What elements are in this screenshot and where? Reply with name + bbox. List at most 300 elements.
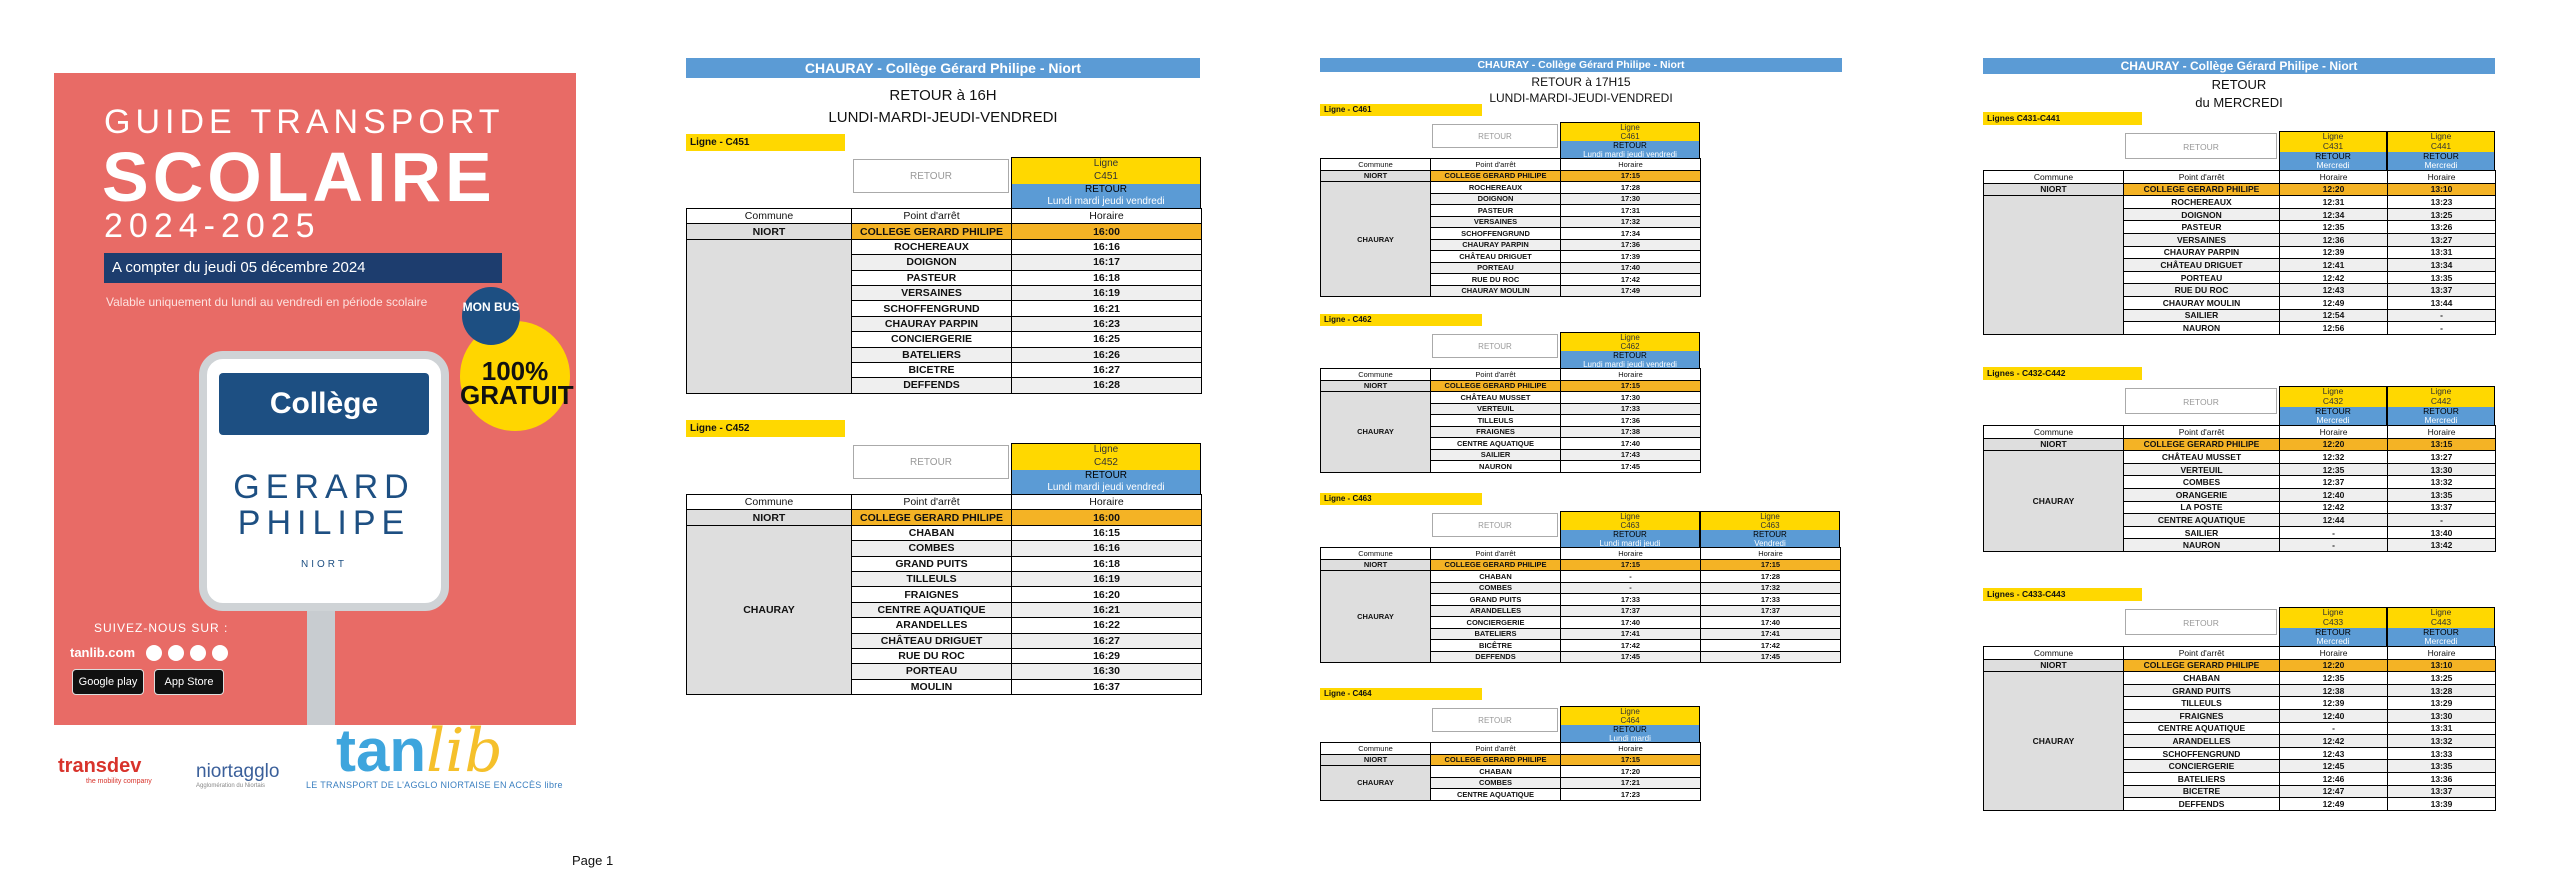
line-header-C431 (2279, 131, 2387, 172)
stop-name: CHÂTEAU MUSSET (1431, 392, 1561, 404)
line-label: Ligne - C452 (686, 420, 845, 437)
table-header-row (1984, 171, 2496, 184)
stop-name: CHABAN (2124, 672, 2280, 685)
line-days: Mercredi (2388, 637, 2494, 647)
departure-time: 13:30 (2388, 463, 2496, 476)
departure-time: 17:41 (1561, 628, 1701, 640)
stop-name: COMBES (1431, 582, 1561, 594)
stop-name: CONCIERGERIE (2124, 760, 2280, 773)
stop-name: SAILIER (2124, 526, 2280, 539)
stop-name: BATELIERS (1431, 628, 1561, 640)
column-header: Point d'arrêt (1431, 159, 1561, 171)
departure-time: 13:10 (2388, 183, 2496, 196)
stop-name: ORANGERIE (2124, 488, 2280, 501)
departure-time: 16:19 (1012, 285, 1202, 300)
commune-cell: NIORT (687, 224, 852, 239)
column-header: Horaire (1012, 495, 1202, 510)
stop-name: CENTRE AQUATIQUE (852, 602, 1012, 617)
commune-cell: NIORT (1984, 438, 2124, 451)
stop-name: FRAIGNES (1431, 426, 1561, 438)
departure-time: 17:30 (1561, 193, 1701, 205)
column-header: Point d'arrêt (2124, 426, 2280, 439)
table-header-row (1321, 548, 1841, 560)
departure-time: 13:26 (2388, 221, 2496, 234)
sign-name-first: GERARD (233, 468, 415, 506)
stop-name: CHÂTEAU DRIGUET (1431, 251, 1561, 263)
page-title2: LUNDI-MARDI-JEUDI-VENDREDI (828, 109, 1058, 126)
sign-name-last: PHILIPE (237, 504, 411, 542)
departure-time: 17:33 (1561, 403, 1701, 415)
departure-time: 13:28 (2388, 684, 2496, 697)
departure-time: 13:37 (2388, 501, 2496, 514)
retour-box: RETOUR (1432, 513, 1558, 537)
table-row (1321, 182, 1701, 194)
line-retour: RETOUR (1701, 530, 1839, 539)
stop-name: CONCIERGERIE (852, 332, 1012, 347)
stop-name: COLLEGE GERARD PHILIPE (2124, 438, 2280, 451)
column-header: Horaire (2280, 426, 2388, 439)
stop-name: TILLEULS (1431, 415, 1561, 427)
stop-name: COLLEGE GERARD PHILIPE (1431, 559, 1561, 571)
departure-time: 12:44 (2280, 514, 2388, 527)
departure-time: 13:37 (2388, 284, 2496, 297)
start-date-banner: A compter du jeudi 05 décembre 2024 (104, 253, 502, 283)
departure-time: 16:00 (1012, 224, 1202, 239)
departure-time: 12:34 (2280, 208, 2388, 221)
departure-time: 12:45 (2280, 760, 2388, 773)
column-header: Point d'arrêt (852, 495, 1012, 510)
retour-box: RETOUR (2125, 609, 2277, 635)
stop-name: ARANDELLES (2124, 735, 2280, 748)
line-code: C464 (1561, 716, 1699, 725)
stop-name: GRAND PUITS (852, 556, 1012, 571)
departure-time: 17:42 (1561, 274, 1701, 286)
column-header: Horaire (2280, 171, 2388, 184)
stop-name: NAURON (2124, 322, 2280, 335)
retour-box: RETOUR (2125, 133, 2277, 159)
stop-name: CHABAN (1431, 766, 1561, 778)
commune-cell: CHAURAY (1321, 182, 1431, 297)
page-title2: LUNDI-MARDI-JEUDI-VENDREDI (1489, 91, 1673, 105)
line-retour: RETOUR (2388, 152, 2494, 162)
stop-name: COMBES (852, 541, 1012, 556)
stop-name: ROCHEREAUX (1431, 182, 1561, 194)
badge-main: 100% GRATUIT (460, 356, 574, 410)
stop-name: VERSAINES (2124, 233, 2280, 246)
departure-time: 13:10 (2388, 659, 2496, 672)
column-header: Commune (1321, 159, 1431, 171)
departure-time: 13:35 (2388, 760, 2496, 773)
departure-time: 13:25 (2388, 672, 2496, 685)
stop-name: ARANDELLES (1431, 605, 1561, 617)
line-days: Vendredi (1701, 539, 1839, 548)
timetable-table (686, 494, 1202, 695)
departure-time: 17:28 (1561, 182, 1701, 194)
departure-time: 13:35 (2388, 271, 2496, 284)
line-word: Ligne (1701, 512, 1839, 521)
table-row (1321, 380, 1701, 392)
column-header: Horaire (2388, 426, 2496, 439)
column-header: Horaire (2388, 171, 2496, 184)
stop-name: CHABAN (852, 525, 1012, 540)
departure-time: 16:29 (1012, 648, 1202, 663)
departure-time: 12:35 (2280, 463, 2388, 476)
departure-time: 17:31 (1561, 205, 1701, 217)
commune-cell: CHAURAY (1321, 571, 1431, 663)
departure-time: 12:56 (2280, 322, 2388, 335)
table-header-row (687, 495, 1202, 510)
departure-time: 17:40 (1561, 438, 1701, 450)
stop-name: COLLEGE GERARD PHILIPE (852, 224, 1012, 239)
line-word: Ligne (2280, 132, 2386, 142)
departure-time: 16:00 (1012, 510, 1202, 525)
sign-school-name (207, 469, 441, 541)
line-word: Ligne (1561, 707, 1699, 716)
column-header: Horaire (2280, 647, 2388, 660)
departure-time: 17:34 (1561, 228, 1701, 240)
departure-time: 17:36 (1561, 415, 1701, 427)
stop-name: BATELIERS (852, 347, 1012, 362)
departure-time: 12:38 (2280, 684, 2388, 697)
departure-time: 17:15 (1561, 754, 1701, 766)
departure-time: 17:40 (1561, 617, 1701, 629)
line-header-C462 (1560, 332, 1700, 370)
departure-time: 16:16 (1012, 239, 1202, 254)
departure-time: 17:42 (1701, 640, 1841, 652)
departure-time: 12:31 (2280, 196, 2388, 209)
departure-time: 13:23 (2388, 196, 2496, 209)
cover-title-line2: SCOLAIRE (102, 138, 496, 216)
stop-name: CHAURAY MOULIN (2124, 296, 2280, 309)
stop-name: CHÂTEAU DRIGUET (852, 633, 1012, 648)
commune-cell: NIORT (687, 510, 852, 525)
website-link[interactable]: tanlib.com (70, 645, 136, 660)
column-header: Commune (687, 209, 852, 224)
departure-time: 17:49 (1561, 285, 1701, 297)
stop-name: GRAND PUITS (2124, 684, 2280, 697)
stop-name: BICETRE (852, 362, 1012, 377)
line-code: C451 (1012, 171, 1200, 184)
line-retour: RETOUR (2280, 407, 2386, 417)
line-word: Ligne (2388, 608, 2494, 618)
departure-time: 13:29 (2388, 697, 2496, 710)
stop-name: DOIGNON (2124, 208, 2280, 221)
page-title1: RETOUR (2211, 77, 2267, 92)
table-header-row (687, 209, 1202, 224)
follow-us-label: SUIVEZ-NOUS SUR : (94, 621, 229, 635)
departure-time: 13:31 (2388, 722, 2496, 735)
table-row (1321, 754, 1701, 766)
departure-time: 12:42 (2280, 735, 2388, 748)
departure-time: 17:20 (1561, 766, 1701, 778)
stop-name: COLLEGE GERARD PHILIPE (2124, 183, 2280, 196)
table-row (1984, 451, 2496, 464)
retour-box: RETOUR (1432, 334, 1558, 358)
departure-time: 17:28 (1701, 571, 1841, 583)
line-days: Lundi mardi jeudi (1561, 539, 1699, 548)
line-word: Ligne (2388, 132, 2494, 142)
departure-time: 13:27 (2388, 233, 2496, 246)
stop-name: PASTEUR (2124, 221, 2280, 234)
stop-name: SCHOFFENGRUND (2124, 747, 2280, 760)
line-label: Ligne - C464 (1320, 688, 1482, 700)
line-word: Ligne (1561, 512, 1699, 521)
table-row (1321, 559, 1841, 571)
column-header: Horaire (1701, 548, 1841, 560)
stop-name: FRAIGNES (852, 587, 1012, 602)
app-store-button[interactable]: App Store (154, 669, 224, 695)
sign-header: Collège (219, 373, 429, 435)
departure-time: 17:39 (1561, 251, 1701, 263)
departure-time: 13:39 (2388, 798, 2496, 811)
line-word: Ligne (2280, 387, 2386, 397)
line-days: Mercredi (2280, 637, 2386, 647)
departure-time: 17:15 (1561, 380, 1701, 392)
departure-time: 12:35 (2280, 672, 2388, 685)
column-header: Commune (1984, 171, 2124, 184)
timetable-page-2 (1320, 58, 1842, 838)
column-header: Horaire (1012, 209, 1202, 224)
departure-time: 12:32 (2280, 451, 2388, 464)
stop-name: CONCIERGERIE (1431, 617, 1561, 629)
departure-time: 13:30 (2388, 709, 2496, 722)
sign-city: NIORT (301, 559, 347, 570)
stop-name: SCHOFFENGRUND (1431, 228, 1561, 240)
stop-name: CHAURAY MOULIN (1431, 285, 1561, 297)
cover-title-line3: 2024-2025 (104, 207, 321, 245)
departure-time: 17:30 (1561, 392, 1701, 404)
column-header: Commune (1984, 426, 2124, 439)
departure-time: 12:40 (2280, 709, 2388, 722)
stop-name: BICÊTRE (1431, 640, 1561, 652)
departure-time: 17:15 (1561, 559, 1701, 571)
line-retour: RETOUR (1012, 184, 1200, 197)
timetable-table (1983, 425, 2496, 552)
stop-name: BICETRE (2124, 785, 2280, 798)
stop-name: DEFFENDS (852, 378, 1012, 393)
line-code: C431 (2280, 142, 2386, 152)
line-code: C462 (1561, 342, 1699, 351)
line-word: Ligne (1012, 158, 1200, 171)
stop-name: VERTEUIL (1431, 403, 1561, 415)
line-retour: RETOUR (2280, 628, 2386, 638)
retour-box: RETOUR (1432, 708, 1558, 732)
x-icon[interactable] (190, 645, 206, 661)
departure-time: 17:41 (1701, 628, 1841, 640)
google-play-button[interactable]: Google play (72, 669, 144, 695)
line-days: Mercredi (2280, 161, 2386, 171)
line-header-C451 (1011, 157, 1201, 210)
commune-cell: CHAURAY (1984, 672, 2124, 811)
table-header-row (1321, 159, 1701, 171)
departure-time: - (2280, 539, 2388, 552)
stop-name: PORTEAU (1431, 262, 1561, 274)
line-header-C432 (2279, 386, 2387, 427)
departure-time: 12:36 (2280, 233, 2388, 246)
stop-name: VERSAINES (852, 285, 1012, 300)
commune-cell: CHAURAY (1321, 392, 1431, 473)
table-row (1321, 766, 1701, 778)
line-days: Lundi mardi jeudi vendredi (1561, 360, 1699, 369)
table-row (1984, 438, 2496, 451)
page-number: Page 1 (572, 853, 614, 868)
line-code: C463 (1561, 521, 1699, 530)
commune-cell: CHAURAY (1984, 451, 2124, 552)
column-header: Point d'arrêt (1431, 369, 1561, 381)
line-retour: RETOUR (1561, 725, 1699, 734)
table-row (687, 510, 1202, 525)
departure-time: 12:20 (2280, 659, 2388, 672)
departure-time: - (2388, 514, 2496, 527)
stop-name: CENTRE AQUATIQUE (1431, 438, 1561, 450)
bus-stop-sign (199, 351, 449, 611)
departure-time: 17:45 (1561, 461, 1701, 473)
stop-name: CHAURAY PARPIN (1431, 239, 1561, 251)
departure-time: 16:16 (1012, 541, 1202, 556)
column-header: Commune (1321, 548, 1431, 560)
timetable-page-1 (686, 58, 1200, 838)
commune-cell (687, 239, 852, 393)
line-days: Mercredi (2388, 416, 2494, 426)
departure-time: - (2388, 322, 2496, 335)
column-header: Horaire (1561, 159, 1701, 171)
commune-cell: NIORT (1321, 559, 1431, 571)
stop-name: COLLEGE GERARD PHILIPE (852, 510, 1012, 525)
stop-name: COLLEGE GERARD PHILIPE (1431, 170, 1561, 182)
departure-time: 12:43 (2280, 747, 2388, 760)
stop-name: COMBES (1431, 777, 1561, 789)
departure-time: 13:42 (2388, 539, 2496, 552)
table-row (1321, 392, 1701, 404)
stop-name: PORTEAU (852, 664, 1012, 679)
departure-time: 13:40 (2388, 526, 2496, 539)
page-title1: RETOUR à 16H (889, 87, 997, 104)
line-header-C463 (1700, 511, 1840, 549)
stop-name: SCHOFFENGRUND (852, 301, 1012, 316)
departure-time: 13:25 (2388, 208, 2496, 221)
niortagglo-wordmark: niortagglo (196, 761, 280, 782)
departure-time: 12:40 (2280, 488, 2388, 501)
departure-time: 16:25 (1012, 332, 1202, 347)
departure-time: 17:45 (1701, 651, 1841, 663)
stop-name: COLLEGE GERARD PHILIPE (1431, 380, 1561, 392)
line-retour: RETOUR (1012, 470, 1200, 483)
departure-time: 17:15 (1561, 170, 1701, 182)
departure-time: 17:36 (1561, 239, 1701, 251)
table-header-row (1984, 426, 2496, 439)
line-header-C442 (2387, 386, 2495, 427)
page-banner: CHAURAY - Collège Gérard Philipe - Niort (686, 58, 1200, 78)
column-header: Horaire (1561, 369, 1701, 381)
departure-time: 13:32 (2388, 735, 2496, 748)
table-row (1984, 672, 2496, 685)
timetable-table (1983, 646, 2496, 811)
departure-time: 12:37 (2280, 476, 2388, 489)
line-retour: RETOUR (2280, 152, 2386, 162)
stop-name: CHAURAY PARPIN (2124, 246, 2280, 259)
page-title2: du MERCREDI (2195, 95, 2283, 110)
instagram-icon[interactable] (168, 645, 184, 661)
line-word: Ligne (1561, 333, 1699, 342)
departure-time: 12:49 (2280, 296, 2388, 309)
table-header-row (1321, 743, 1701, 755)
timetable-page-3 (1983, 58, 2495, 838)
stop-name: MOULIN (852, 679, 1012, 694)
departure-time: 16:19 (1012, 571, 1202, 586)
line-code: C443 (2388, 618, 2494, 628)
stop-name: ARANDELLES (852, 618, 1012, 633)
niortagglo-logo (196, 761, 279, 789)
departure-time: 12:39 (2280, 246, 2388, 259)
line-retour: RETOUR (2388, 628, 2494, 638)
departure-time: 13:36 (2388, 772, 2496, 785)
departure-time: 12:35 (2280, 221, 2388, 234)
departure-time: - (2388, 309, 2496, 322)
stop-name: DEFFENDS (2124, 798, 2280, 811)
line-code: C441 (2388, 142, 2494, 152)
line-header-C463 (1560, 511, 1700, 549)
stop-name: PASTEUR (1431, 205, 1561, 217)
line-retour: RETOUR (1561, 351, 1699, 360)
table-row (687, 239, 1202, 254)
departure-time: 13:34 (2388, 259, 2496, 272)
departure-time: 16:20 (1012, 587, 1202, 602)
column-header: Point d'arrêt (1431, 743, 1561, 755)
line-word: Ligne (2388, 387, 2494, 397)
stop-name: COMBES (2124, 476, 2280, 489)
stop-name: CENTRE AQUATIQUE (2124, 514, 2280, 527)
stop-name: TILLEULS (2124, 697, 2280, 710)
commune-cell: CHAURAY (687, 525, 852, 694)
departure-time: 13:15 (2388, 438, 2496, 451)
departure-time: 13:32 (2388, 476, 2496, 489)
stop-name: DOIGNON (1431, 193, 1561, 205)
commune-cell: CHAURAY (1321, 766, 1431, 801)
transdev-wordmark: transdev (58, 755, 142, 777)
departure-time: - (1561, 571, 1701, 583)
line-code: C433 (2280, 618, 2386, 628)
departure-time: 13:44 (2388, 296, 2496, 309)
page-banner: CHAURAY - Collège Gérard Philipe - Niort (1320, 58, 1842, 72)
departure-time: - (1561, 582, 1701, 594)
stop-name: SAILIER (2124, 309, 2280, 322)
departure-time: 16:18 (1012, 556, 1202, 571)
departure-time: 17:15 (1701, 559, 1841, 571)
commune-cell: NIORT (1984, 659, 2124, 672)
stop-name: VERTEUIL (2124, 463, 2280, 476)
departure-time: 13:31 (2388, 246, 2496, 259)
retour-box: RETOUR (1432, 124, 1558, 148)
departure-time: 16:17 (1012, 255, 1202, 270)
column-header: Horaire (1561, 548, 1701, 560)
departure-time: 16:27 (1012, 633, 1202, 648)
cover-panel (54, 73, 576, 725)
retour-box: RETOUR (853, 445, 1009, 479)
facebook-icon[interactable] (146, 645, 162, 661)
stop-name: DOIGNON (852, 255, 1012, 270)
line-word: Ligne (1012, 444, 1200, 457)
stop-name: PORTEAU (2124, 271, 2280, 284)
departure-time: 16:26 (1012, 347, 1202, 362)
table-row (687, 224, 1202, 239)
niortagglo-subtitle: Agglomération du Niortais (196, 783, 266, 789)
line-retour: RETOUR (1561, 530, 1699, 539)
commune-cell: NIORT (1321, 170, 1431, 182)
line-label: Lignes C431-C441 (1983, 112, 2142, 125)
youtube-icon[interactable] (212, 645, 228, 661)
stop-name: RUE DU ROC (1431, 274, 1561, 286)
stop-name: LA POSTE (2124, 501, 2280, 514)
